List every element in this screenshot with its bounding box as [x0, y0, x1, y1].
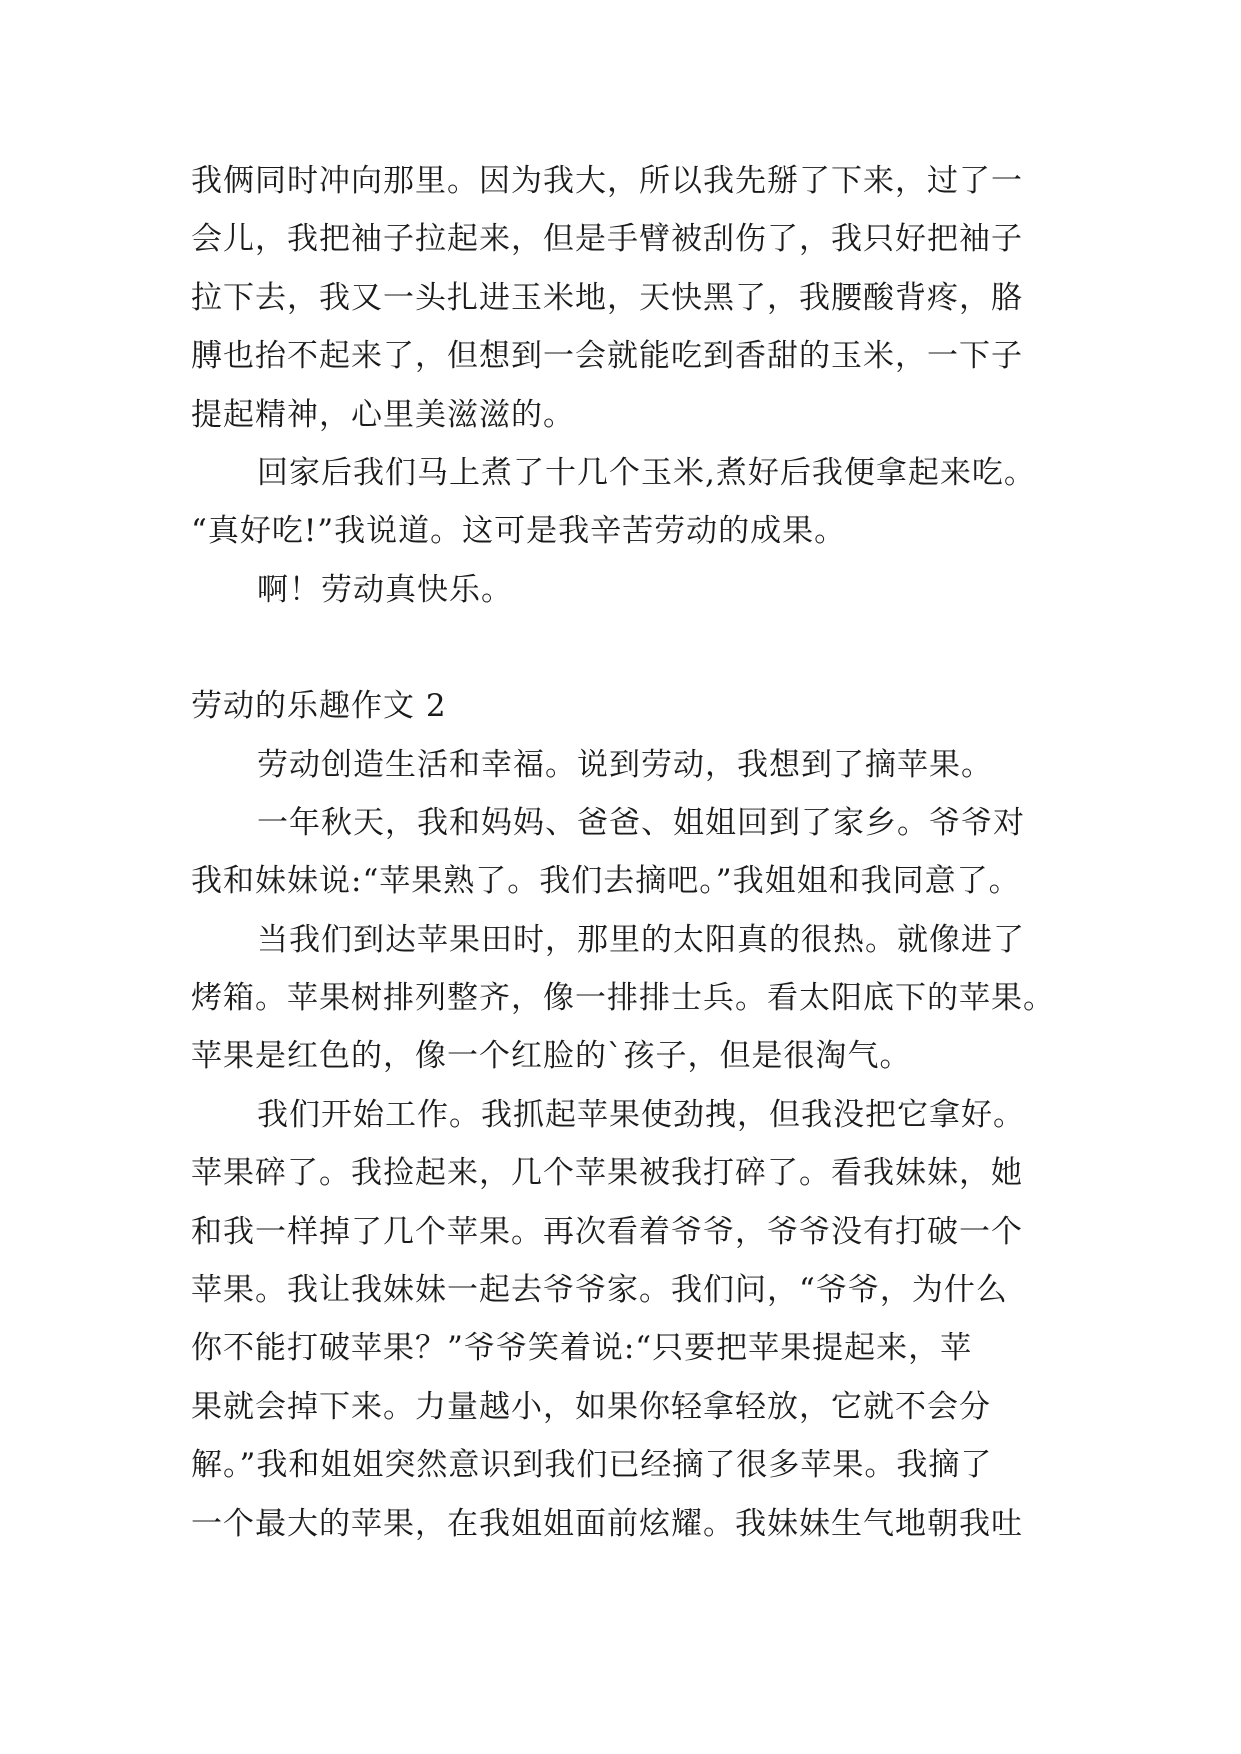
paragraph: [191, 736, 1071, 794]
paragraph: [191, 1086, 1071, 1553]
text-line: 当我们到达苹果田时，那里的太阳真的很热。就像进了: [257, 921, 1025, 958]
text-line: 啊！劳动真快乐。: [257, 571, 513, 608]
section-heading: 劳动的乐趣作文 2: [191, 688, 447, 725]
text-line: 我和妹妹说:“苹果熟了。我们去摘吧。”我姐姐和我同意了。: [191, 863, 1021, 900]
text-line: 我们开始工作。我抓起苹果使劲拽，但我没把它拿好。: [257, 1096, 1025, 1133]
text-line: 拉下去，我又一头扎进玉米地，天快黑了，我腰酸背疼，胳: [191, 279, 1023, 316]
text-line: 会儿，我把袖子拉起来，但是手臂被刮伤了，我只好把袖子: [191, 221, 1023, 258]
paragraph: [191, 444, 1071, 561]
paragraph-spacer: [191, 619, 1071, 677]
text-line: 苹果碎了。我捡起来，几个苹果被我打碎了。看我妹妹，她: [191, 1155, 1023, 1192]
text-line: 解。”我和姐姐突然意识到我们已经摘了很多苹果。我摘了: [191, 1447, 993, 1484]
text-line: 膊也抬不起来了，但想到一会就能吃到香甜的玉米，一下子: [191, 338, 1023, 375]
text-line: 和我一样掉了几个苹果。再次看着爷爷，爷爷没有打破一个: [191, 1213, 1023, 1250]
text-line: 我俩同时冲向那里。因为我大，所以我先掰了下来，过了一: [191, 163, 1023, 199]
paragraph: [191, 561, 1071, 619]
text-line: “真好吃!”我说道。这可是我辛苦劳动的成果。: [191, 513, 847, 550]
text-line: 提起精神，心里美滋滋的。: [191, 396, 575, 433]
text-line: 果就会掉下来。力量越小，如果你轻拿轻放，它就不会分: [191, 1388, 991, 1425]
text-line: 劳动创造生活和幸福。说到劳动，我想到了摘苹果。: [257, 746, 993, 783]
paragraph: [191, 152, 1071, 444]
text-line: 烤箱。苹果树排列整齐，像一排排士兵。看太阳底下的苹果。: [191, 980, 1055, 1017]
text-line: 一个最大的苹果，在我姐姐面前炫耀。我妹妹生气地朝我吐: [191, 1505, 1023, 1542]
text-line: 苹果是红色的，像一个红脸的`孩子，但是很淘气。: [191, 1038, 912, 1075]
text-line: 苹果。我让我妹妹一起去爷爷家。我们问，“爷爷，为什么: [191, 1272, 1008, 1309]
paragraph: [191, 794, 1071, 911]
document-body: [191, 152, 1071, 1553]
paragraph: [191, 911, 1071, 1086]
text-line: 一年秋天，我和妈妈、爸爸、姐姐回到了家乡。爷爷对: [257, 804, 1025, 841]
text-line: 你不能打破苹果？”爷爷笑着说:“只要把苹果提起来，苹: [191, 1330, 973, 1367]
text-line: 回家后我们马上煮了十几个玉米,煮好后我便拿起来吃。: [257, 454, 1036, 491]
